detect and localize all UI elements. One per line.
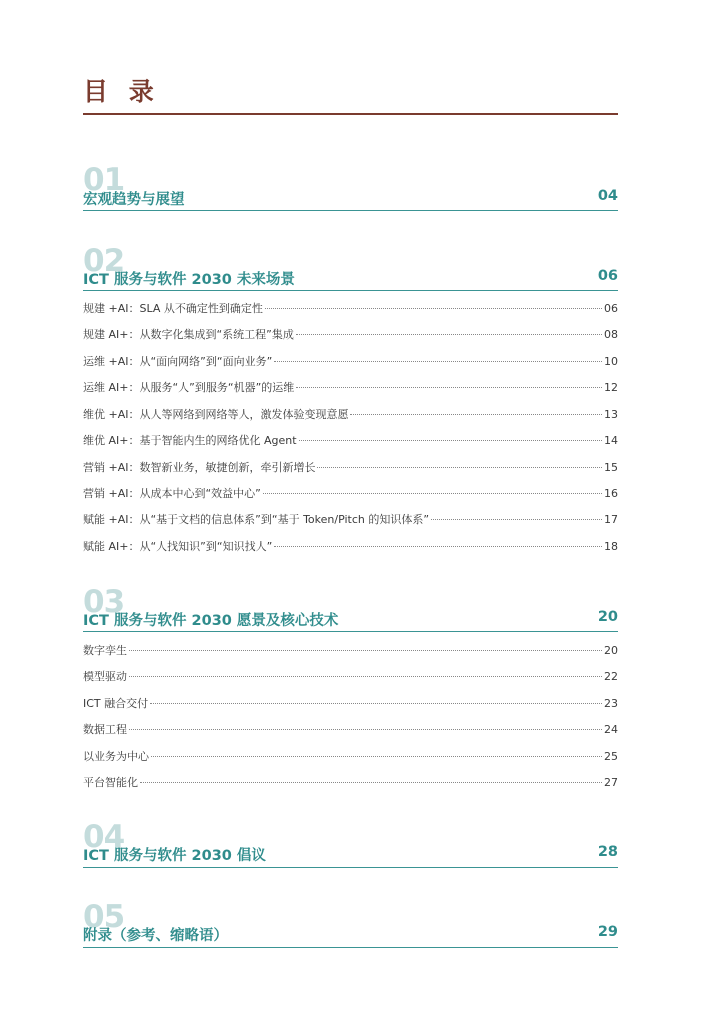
toc-entry[interactable]	[83, 406, 618, 422]
toc-entry[interactable]	[83, 511, 618, 527]
entry-page-number: 23	[604, 697, 618, 710]
dot-leader	[299, 440, 602, 441]
entry-label: 规建 AI+：从数字化集成到“系统工程”集成	[83, 328, 294, 341]
entry-label: 数据工程	[83, 723, 127, 736]
section-page-number: 06	[597, 268, 618, 284]
dot-leader	[263, 493, 602, 494]
entry-label: 数字孪生	[83, 644, 127, 657]
section-divider	[83, 210, 618, 211]
entry-label: 运维 AI+：从服务“人”到服务“机器”的运维	[83, 381, 295, 394]
toc-entry[interactable]	[83, 459, 618, 475]
entry-page-number: 16	[604, 487, 618, 500]
dot-leader	[140, 782, 602, 783]
section-divider	[83, 947, 618, 948]
entry-page-number: 14	[604, 434, 618, 447]
title-divider	[83, 113, 618, 115]
section-title: 附录（参考、缩略语）	[83, 928, 228, 944]
entry-label: 维优 +AI：从人等网络到网络等人，激发体验变现意愿	[83, 408, 349, 421]
toc-section-02[interactable]	[83, 243, 618, 294]
section-number: 01	[83, 162, 125, 198]
entry-page-number: 27	[604, 776, 618, 789]
dot-leader	[274, 361, 602, 362]
toc-entry[interactable]	[83, 642, 618, 658]
entry-page-number: 13	[604, 408, 618, 421]
entry-label: 维优 AI+：基于智能内生的网络优化 Agent	[83, 434, 297, 447]
toc-entry[interactable]	[83, 721, 618, 737]
section-divider	[83, 867, 618, 868]
toc-section-03[interactable]	[83, 584, 618, 635]
dot-leader	[274, 546, 602, 547]
dot-leader	[151, 756, 602, 757]
section-divider	[83, 631, 618, 632]
section-title: ICT 服务与软件 2030 未来场景	[83, 272, 295, 288]
entry-page-number: 06	[604, 302, 618, 315]
dot-leader	[129, 650, 602, 651]
dot-leader	[296, 387, 602, 388]
dot-leader	[129, 676, 602, 677]
dot-leader	[350, 414, 602, 415]
toc-entry[interactable]	[83, 379, 618, 395]
entry-label: 模型驱动	[83, 670, 127, 683]
dot-leader	[431, 519, 602, 520]
toc-section-01[interactable]	[83, 162, 618, 213]
entry-page-number: 22	[604, 670, 618, 683]
entry-page-number: 12	[604, 381, 618, 394]
entry-page-number: 24	[604, 723, 618, 736]
dot-leader	[317, 467, 602, 468]
entry-label: 赋能 +AI：从“基于文档的信息体系”到“基于 Token/Pitch 的知识体系”	[83, 513, 430, 526]
entry-label: ICT 融合交付	[83, 697, 149, 710]
section-number: 04	[83, 819, 125, 855]
entry-page-number: 08	[604, 328, 618, 341]
section-title: ICT 服务与软件 2030 倡议	[83, 848, 266, 864]
toc-entry[interactable]	[83, 748, 618, 764]
page-title: 目 录	[83, 77, 160, 106]
entry-page-number: 20	[604, 644, 618, 657]
entry-label: 规建 +AI：SLA 从不确定性到确定性	[83, 302, 263, 315]
toc-entry[interactable]	[83, 538, 618, 554]
toc-section-04[interactable]	[83, 819, 618, 870]
dot-leader	[150, 703, 602, 704]
entry-page-number: 15	[604, 461, 618, 474]
toc-entry[interactable]	[83, 485, 618, 501]
entry-label: 以业务为中心	[83, 750, 149, 763]
entry-page-number: 25	[604, 750, 618, 763]
entry-label: 营销 +AI：从成本中心到“效益中心”	[83, 487, 261, 500]
toc-entry[interactable]	[83, 668, 618, 684]
section-page-number: 28	[597, 844, 618, 860]
section-title: 宏观趋势与展望	[83, 192, 185, 208]
section-number: 03	[83, 584, 125, 620]
toc-entry[interactable]	[83, 326, 618, 342]
toc-entry[interactable]	[83, 432, 618, 448]
entry-label: 营销 +AI：数智新业务，敏捷创新，牵引新增长	[83, 461, 316, 474]
entry-page-number: 17	[604, 513, 618, 526]
toc-entry[interactable]	[83, 353, 618, 369]
entry-label: 平台智能化	[83, 776, 138, 789]
entry-label: 运维 +AI：从“面向网络”到“面向业务”	[83, 355, 273, 368]
entry-page-number: 10	[604, 355, 618, 368]
dot-leader	[129, 729, 602, 730]
dot-leader	[265, 308, 602, 309]
section-title: ICT 服务与软件 2030 愿景及核心技术	[83, 613, 339, 629]
entry-label: 赋能 AI+：从“人找知识”到“知识找人”	[83, 540, 273, 553]
toc-entry[interactable]	[83, 774, 618, 790]
toc-entry[interactable]	[83, 695, 618, 711]
dot-leader	[296, 334, 602, 335]
section-page-number: 29	[597, 924, 618, 940]
section-number: 02	[83, 243, 125, 279]
section-page-number: 20	[597, 609, 618, 625]
section-page-number: 04	[597, 188, 618, 204]
toc-section-05[interactable]	[83, 899, 618, 950]
section-number: 05	[83, 899, 125, 935]
entry-page-number: 18	[604, 540, 618, 553]
toc-entry[interactable]	[83, 300, 618, 316]
section-divider	[83, 290, 618, 291]
